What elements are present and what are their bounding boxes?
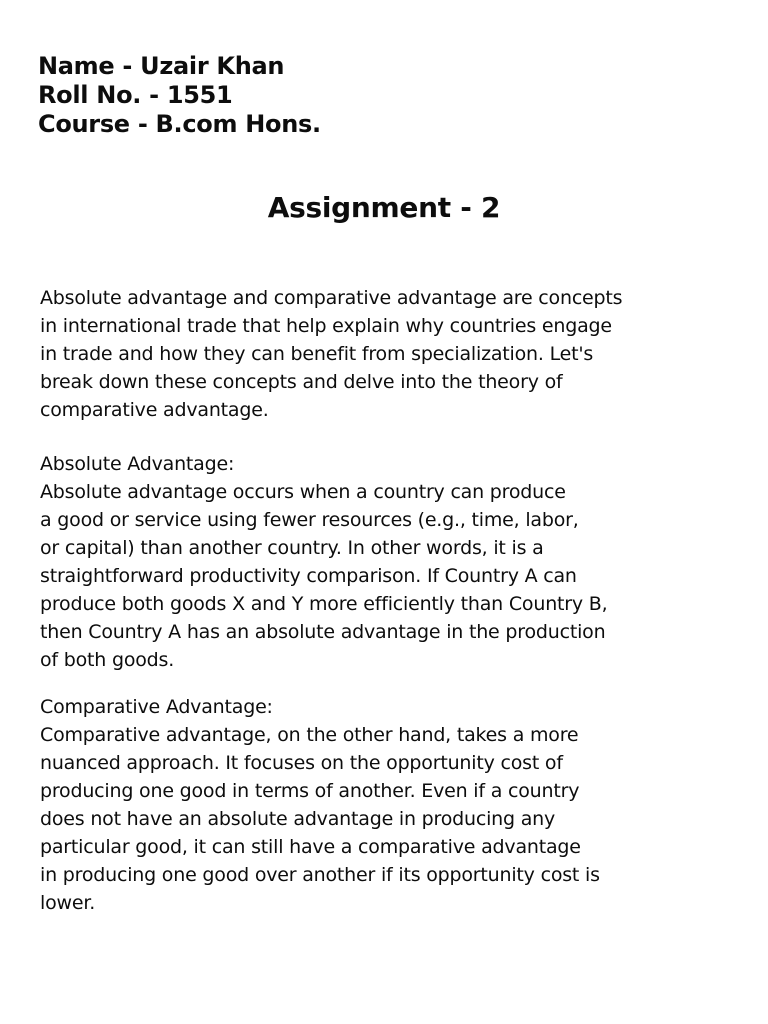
absolute-advantage-section	[40, 450, 740, 674]
paragraph-line: in international trade that help explain why countries engage	[40, 315, 612, 337]
paragraph-line: then Country A has an absolute advantage in the production	[40, 621, 606, 643]
paragraph-line: or capital) than another country. In other words, it is a	[40, 537, 544, 559]
page-title: Assignment - 2	[267, 191, 501, 224]
paragraph-line: producing one good in terms of another. Even if a country	[40, 780, 580, 802]
paragraph-line: straightforward productivity comparison. If Country A can	[40, 565, 577, 587]
paragraph-line: does not have an absolute advantage in producing any	[40, 808, 556, 830]
comparative-advantage-section	[40, 693, 740, 917]
intro-paragraph	[40, 284, 740, 424]
course: Course - B.com Hons.	[38, 110, 321, 138]
section-heading: Absolute Advantage:	[40, 453, 235, 475]
paragraph-line: comparative advantage.	[40, 399, 269, 421]
paragraph-line: of both goods.	[40, 649, 175, 671]
student-name: Name - Uzair Khan	[38, 52, 285, 80]
roll-number: Roll No. - 1551	[38, 81, 233, 109]
paragraph-line: Comparative advantage, on the other hand, takes a more	[40, 724, 579, 746]
paragraph-line: a good or service using fewer resources (e.g., time, labor,	[40, 509, 579, 531]
paragraph-line: nuanced approach. It focuses on the opportunity cost of	[40, 752, 563, 774]
paragraph-line: particular good, it can still have a comparative advantage	[40, 836, 581, 858]
paragraph-line: Absolute advantage occurs when a country can produce	[40, 481, 566, 503]
paragraph-line: break down these concepts and delve into the theory of	[40, 371, 563, 393]
paragraph-line: in producing one good over another if its opportunity cost is	[40, 864, 600, 886]
paragraph-line: in trade and how they can benefit from specialization. Let's	[40, 343, 594, 365]
section-heading: Comparative Advantage:	[40, 696, 273, 718]
paragraph-line: produce both goods X and Y more efficiently than Country B,	[40, 593, 608, 615]
student-info	[38, 52, 321, 139]
paragraph-line: Absolute advantage and comparative advantage are concepts	[40, 287, 623, 309]
paragraph-line: lower.	[40, 892, 96, 914]
